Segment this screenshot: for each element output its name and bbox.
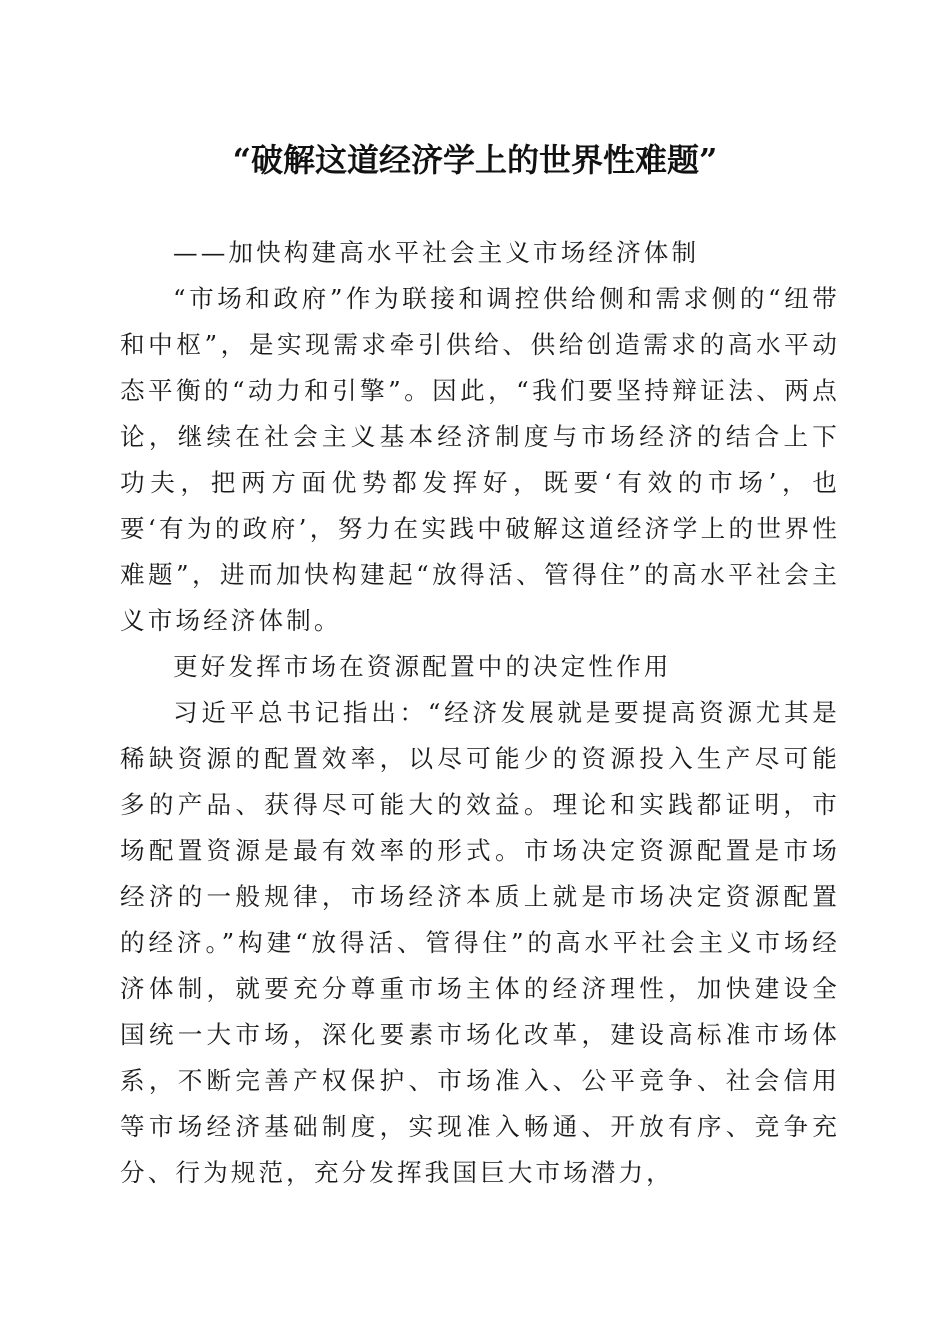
document-title: “破解这道经济学上的世界性难题”	[232, 141, 718, 179]
document-body	[120, 230, 840, 1196]
section-heading: 更好发挥市场在资源配置中的决定性作用	[173, 652, 672, 681]
body-paragraph: 习近平总书记指出：“经济发展就是要提高资源尤其是稀缺资源的配置效率，以尽可能少的资源投入生产尽可能多的产品、获得尽可能大的效益。理论和实践都证明，市场配置资源是最有效率的形式。市场决定资源配置是市场经济的一般规律，市场经济本质上就是市场决定资源配置的经济。”构建“放得活、管得住”的高水平社会主义市场经济体制，就要充分尊重市场主体的经济理性，加快建设全国统一大市场，深化要素市场化改革，建设高标准市场体系，不断完善产权保护、市场准入、公平竞争、社会信用等市场经济基础制度，实现准入畅通、开放有序、竞争充分、行为规范，充分发挥我国巨大市场潜力，	[120, 698, 840, 1187]
intro-paragraph: “市场和政府”作为联接和调控供给侧和需求侧的“纽带和中枢”，是实现需求牵引供给、供给创造需求的高水平动态平衡的“动力和引擎”。因此，“我们要坚持辩证法、两点论，继续在社会主义基本经济制度与市场经济的结合上下功夫，把两方面优势都发挥好，既要‘有效的市场’，也要‘有为的政府’，努力在实践中破解这道经济学上的世界性难题”，进而加快构建起“放得活、管得住”的高水平社会主义市场经济体制。	[120, 284, 840, 635]
subtitle-paragraph: ——加快构建高水平社会主义市场经济体制	[173, 238, 700, 267]
